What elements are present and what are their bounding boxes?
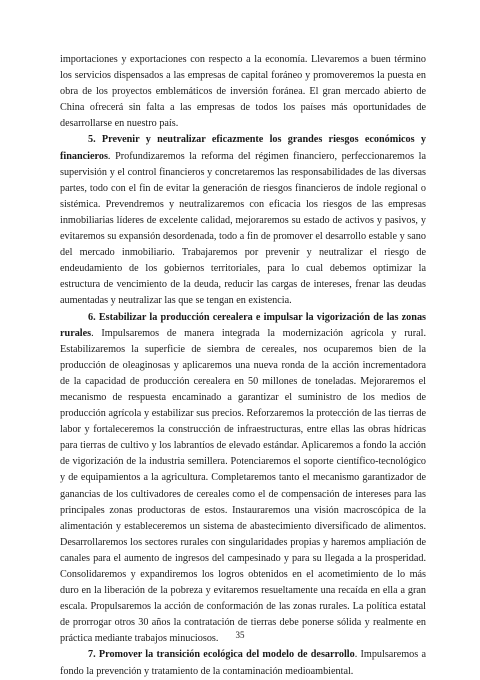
paragraph-ecological-transition [60,647,426,679]
paragraph-grain-rural [60,310,426,648]
section-heading: 6. Estabilizar la producción cerealera e impulsar la vigorización de las zonas rurales [60,311,426,339]
paragraph-financial-risks [60,132,426,309]
paragraph-text: . Impulsaremos a fondo la prevención y tratamiento de la contaminación medioambiental. [60,649,426,677]
section-heading: 5. Prevenir y neutralizar eficazmente los grandes riesgos económicos y financieros [60,134,426,162]
paragraph-text: . Profundizaremos la reforma del régimen financiero, perfeccionaremos la supervisión y el control financieros y concretaremos las responsabilidades de las diversas partes, todo con el fin de evitar la generación de riesgos financieros de índole regional o sistémica. Prevendremos y neutralizaremos con eficacia los riesgos de las empresas inmobiliarias líderes de excelente calidad, mejoraremos su estado de activos y pasivos, y evitaremos su expansión desordenada, todo a fin de promover el desarrollo estable y sano del mercado inmobiliario. Trabajaremos por prevenir y neutralizar el riesgo de endeudamiento de los gobiernos territoriales, para lo cual debemos optimizar la estructura de vencimiento de la deuda, reducir las cargas de intereses, frenar las deudas aumentadas y neutralizar las que se tengan en existencia. [60,150,426,307]
document-body [60,52,426,680]
section-heading: 7. Promover la transición ecológica del modelo de desarrollo [88,649,355,661]
paragraph-text: . Impulsaremos de manera integrada la modernización agrícola y rural. Estabilizaremos la superficie de siembra de cereales, nos ocuparemos bien de la producción de oleaginosas y aplicaremos una nueva ronda de la acción incrementadora de la capacidad de producción cerealera en 50 millones de toneladas. Mejoraremos el mecanismo de respuesta encaminado a garantizar el suministro de los medios de producción agrícola y estabilizar sus precios. Reforzaremos la protección de las tierras de labor y fortaleceremos la construcción de infraestructuras, entre ellas las obras hídricas para tierras de cultivo y los labrantíos de elevado estándar. Aplicaremos a fondo la acción de vigorización de la industria semillera. Potenciaremos el soporte científico-tecnológico y de equipamientos a la agricultura. Completaremos tanto el mecanismo garantizador de ganancias de los cultivadores de cereales como el de compensación de intereses para las principales zonas productoras de estos. Instauraremos una visión macroscópica de la alimentación y estableceremos un sistema de abastecimiento diversificado de alimentos. Desarrollaremos los sectores rurales con singularidades propias y haremos ampliación de canales para el aumento de ingresos del campesinado y para su llegada a la prosperidad. Consolidaremos y expandiremos los logros obtenidos en el acometimiento de lo más duro en la liberación de la pobreza y evitaremos resueltamente una recaída en ella a gran escala. Propulsaremos la acción de conformación de las zonas rurales. La política estatal de prorrogar otros 30 años la contratación de tierras debe ponerse sólida y realmente en práctica mediante trabajos minuciosos. [60,327,426,645]
paragraph-continuation [60,52,426,132]
page-number: 35 [235,630,245,640]
paragraph-text: importaciones y exportaciones con respecto a la economía. Llevaremos a buen término los servicios dispensados a las empresas de capital foráneo y promoveremos la puesta en obra de los proyectos emblemáticos de inversión foránea. El gran mercado abierto de China ofrecerá sin falta a las empresas de todos los países más oportunidades de desarrollarse en nuestro país. [60,54,426,130]
